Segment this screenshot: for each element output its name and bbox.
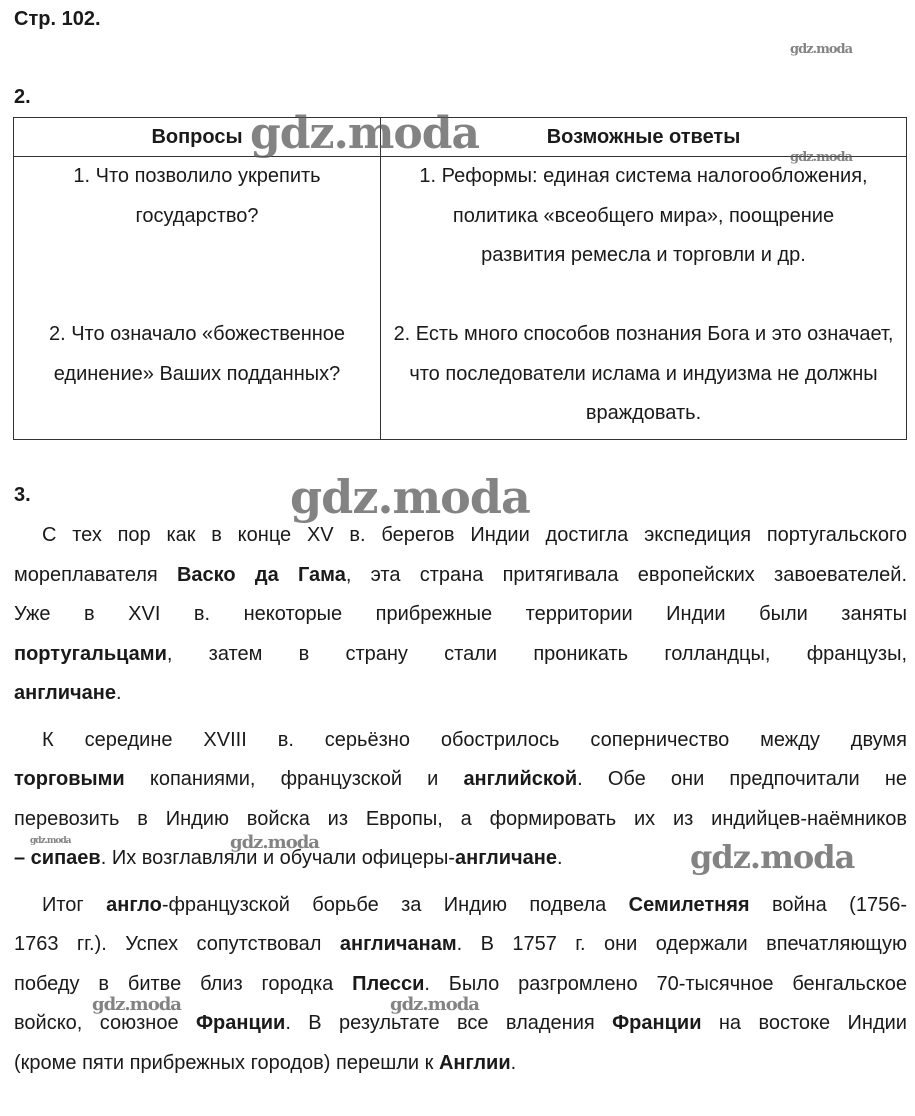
bold-term: Франции bbox=[612, 1012, 702, 1034]
bold-term: англо bbox=[106, 893, 162, 916]
text-segment: войско, союзное bbox=[14, 1012, 196, 1034]
bold-term: английской bbox=[463, 768, 578, 790]
question-1: 1. Что позволило укрепить государство? bbox=[73, 165, 321, 227]
text-segment: , затем в страну стали проникать голландцы, французы, bbox=[166, 642, 907, 665]
text-segment: , эта страна притягивала европейских завоевателей. bbox=[345, 563, 907, 586]
text-segment: . Обе они предпочитали не bbox=[577, 768, 907, 790]
question-2: 2. Что означало «божественное единение» Ваших подданных? bbox=[48, 323, 346, 385]
watermark: gdz.moda bbox=[250, 108, 480, 159]
text-line bbox=[14, 839, 907, 879]
text-segment: Уже в XVI в. некоторые прибрежные территории Индии были заняты bbox=[14, 603, 907, 625]
task-3-number: 3. bbox=[14, 484, 31, 506]
text-segment: на востоке Индии bbox=[701, 1012, 907, 1034]
text-segment: -французской борьбе за Индию подвела bbox=[161, 893, 629, 916]
watermark: gdz.moda bbox=[790, 42, 853, 57]
bold-term: Плесси bbox=[352, 972, 425, 995]
text-segment: перевозить в Индию войска из Европы, а формировать их из индийцев-наёмников bbox=[14, 807, 907, 830]
text-line bbox=[14, 721, 907, 761]
text-line bbox=[14, 635, 907, 675]
text-line bbox=[14, 595, 907, 635]
bold-term: англичанам bbox=[339, 933, 457, 955]
watermark: gdz.moda bbox=[790, 150, 853, 165]
bold-term: Семилетняя bbox=[628, 893, 750, 916]
text-segment: 1763 гг.). Успех сопутствовал bbox=[14, 933, 340, 955]
bold-term: Франции bbox=[195, 1012, 286, 1034]
bold-term: англичане bbox=[455, 847, 557, 869]
text-line bbox=[14, 886, 907, 926]
watermark: gdz.moda bbox=[230, 832, 319, 853]
text-segment: . В результате все владения bbox=[285, 1012, 613, 1034]
text-segment: Итог bbox=[42, 893, 107, 916]
header-questions: Вопросы bbox=[14, 118, 381, 157]
paragraph bbox=[14, 516, 907, 714]
text-segment: . bbox=[557, 847, 563, 869]
paragraph bbox=[14, 886, 907, 1084]
text-segment: мореплавателя bbox=[14, 563, 177, 586]
page-label: Стр. 102. bbox=[14, 8, 101, 30]
watermark: gdz.moda bbox=[30, 836, 71, 846]
bold-term: Васко да Гама bbox=[176, 563, 346, 586]
text-line bbox=[14, 925, 907, 965]
text-line bbox=[14, 516, 907, 556]
text-segment: . bbox=[510, 1051, 517, 1074]
answer-2: 2. Есть много способов познания Бога и это означает, что последователи ислама и индуизма не должны враждовать. bbox=[393, 323, 894, 424]
watermark: gdz.moda bbox=[390, 994, 479, 1015]
task-2-number: 2. bbox=[14, 86, 31, 108]
answer-1: 1. Реформы: единая система налогообложения, политика «всеобщего мира», поощрение развития ремесла и торговли и др. bbox=[419, 165, 868, 266]
text-segment: война (1756- bbox=[749, 893, 907, 916]
text-segment: К середине XVIII в. серьёзно обострилось соперничество между двумя bbox=[42, 728, 907, 751]
text-segment: . В 1757 г. они одержали впечатляющую bbox=[456, 933, 907, 955]
text-line bbox=[14, 1044, 907, 1084]
text-line bbox=[14, 800, 907, 840]
bold-term: торговыми bbox=[14, 768, 125, 790]
text-segment: . Было разгромлено 70-тысячное бенгальское bbox=[424, 972, 908, 995]
watermark: gdz.moda bbox=[690, 838, 855, 876]
text-line bbox=[14, 1004, 907, 1044]
text-line bbox=[14, 760, 907, 800]
text-segment: победу в битве близ городка bbox=[14, 972, 353, 995]
text-line bbox=[14, 556, 907, 596]
bold-term: Англии bbox=[438, 1051, 511, 1074]
questions-answers-table bbox=[13, 117, 907, 440]
watermark: gdz.moda bbox=[92, 994, 181, 1015]
text-line bbox=[14, 674, 907, 714]
bold-term: – сипаев bbox=[14, 847, 101, 869]
text-segment: копаниями, французской и bbox=[124, 768, 464, 790]
text-line bbox=[14, 965, 907, 1005]
task-3-text bbox=[14, 516, 907, 1090]
bold-term: англичане bbox=[14, 682, 116, 704]
bold-term: португальцами bbox=[14, 642, 167, 665]
header-answers: Возможные ответы bbox=[381, 118, 907, 157]
text-segment: (кроме пяти прибрежных городов) перешли к bbox=[14, 1051, 439, 1074]
text-segment: . Их возглавляли и обучали офицеры- bbox=[100, 847, 456, 869]
paragraph bbox=[14, 721, 907, 879]
text-segment: . bbox=[115, 682, 122, 704]
watermark: gdz.moda bbox=[290, 470, 530, 524]
text-segment: С тех пор как в конце XV в. берегов Индии достигла экспедиция португальского bbox=[42, 524, 907, 546]
